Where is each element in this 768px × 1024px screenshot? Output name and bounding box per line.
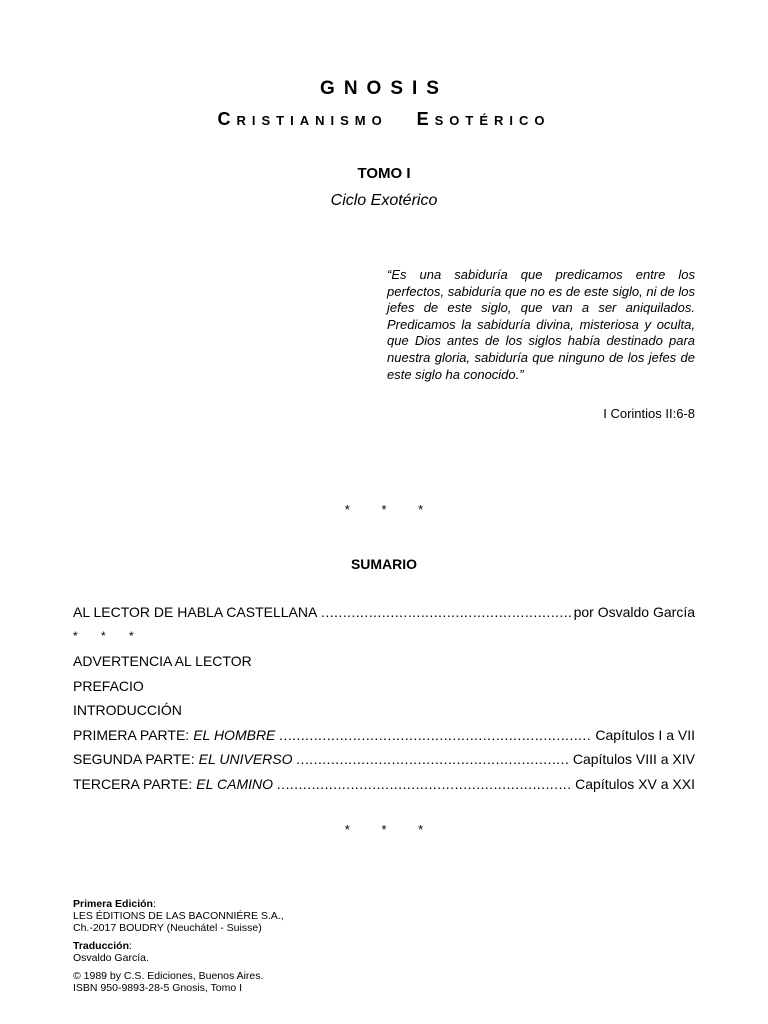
toc-entry-right: Capítulos VIII a XIV xyxy=(572,751,695,767)
subtitle-word-2: SOTÉRICO xyxy=(434,113,551,128)
toc-entry-label: PREFACIO xyxy=(73,677,144,694)
copyright-block xyxy=(73,970,284,994)
subtitle-initial-c: C xyxy=(217,109,237,129)
book-title: GNOSIS xyxy=(320,78,448,99)
toc-entry xyxy=(73,653,695,678)
toc-entry xyxy=(73,604,695,629)
book-subtitle xyxy=(0,109,768,130)
toc-entry xyxy=(73,751,695,776)
toc-entry xyxy=(73,678,695,703)
epigraph-source: I Corintios II:6-8 xyxy=(603,406,695,421)
toc-separator-stars: * * * xyxy=(73,628,144,643)
subtitle-word-1: RISTIANISMO xyxy=(236,113,388,128)
publisher-name: LES ÉDITIONS DE LAS BACONNIÉRE S.A., xyxy=(73,910,284,922)
epigraph-quote: “Es una sabiduría que predicamos entre los perfectos, sabiduría que no es de este siglo, ni de los jefes de este siglo, que van a ser aniquilados. Predicamos la sabiduría divina, misteriosa y oculta, que Dios antes de los siglos había destinado para nuestra gloria, sabiduría que ninguno de los jefes de este siglo ha conocido.” xyxy=(387,267,695,382)
toc-leader-dots xyxy=(296,751,570,767)
colophon xyxy=(73,898,284,1000)
copyright-line: © 1989 by C.S. Ediciones, Buenos Aires. xyxy=(73,970,264,982)
toc-entry-label: SEGUNDA PARTE: xyxy=(73,751,195,767)
first-edition-label: Primera Edición xyxy=(73,898,153,910)
toc-entry-part-title: EL HOMBRE xyxy=(193,726,276,743)
toc-entry xyxy=(73,727,695,752)
toc-entry-right: por Osvaldo García xyxy=(573,604,695,620)
sumario-heading: SUMARIO xyxy=(350,556,418,572)
toc-entry xyxy=(73,702,695,727)
toc-entry xyxy=(73,776,695,801)
toc-entry xyxy=(73,629,695,654)
table-of-contents xyxy=(73,604,695,800)
translator-name: Osvaldo García. xyxy=(73,952,149,964)
separator-stars: * * * xyxy=(344,822,438,837)
toc-entry-label: ADVERTENCIA AL LECTOR xyxy=(73,653,252,669)
volume-label: TOMO I xyxy=(357,165,411,182)
publisher-address: Ch.-2017 BOUDRY (Neuchátel - Suisse) xyxy=(73,922,262,934)
separator-stars: * * * xyxy=(344,502,438,517)
toc-entry-right: Capítulos XV a XXI xyxy=(575,775,695,792)
toc-entry-label: TERCERA PARTE: xyxy=(73,775,193,792)
toc-leader-dots xyxy=(278,727,592,743)
translation-label: Traducción xyxy=(73,940,130,952)
toc-leader-dots xyxy=(276,776,572,792)
first-edition-block: Primera Edición: LES ÉDITIONS DE LAS BACONNIÉRE S.A., Ch.-2017 BOUDRY (Neuchátel - Suisse) xyxy=(73,898,284,934)
toc-entry-label: INTRODUCCIÓN xyxy=(73,702,182,718)
toc-entry-right: Capítulos I a VII xyxy=(595,726,695,743)
toc-entry-label: AL LECTOR DE HABLA CASTELLANA xyxy=(73,604,318,620)
toc-entry-part-title: EL CAMINO xyxy=(196,775,274,792)
translation-block: Traducción: Osvaldo García. xyxy=(73,940,284,964)
toc-leader-dots xyxy=(320,604,570,620)
subtitle-initial-e: E xyxy=(416,109,435,129)
toc-entry-label: PRIMERA PARTE: xyxy=(73,726,190,743)
toc-entry-part-title: EL UNIVERSO xyxy=(198,751,293,767)
isbn-line: ISBN 950-9893-28-5 Gnosis, Tomo I xyxy=(73,982,243,994)
volume-subtitle: Ciclo Exotérico xyxy=(330,192,438,209)
